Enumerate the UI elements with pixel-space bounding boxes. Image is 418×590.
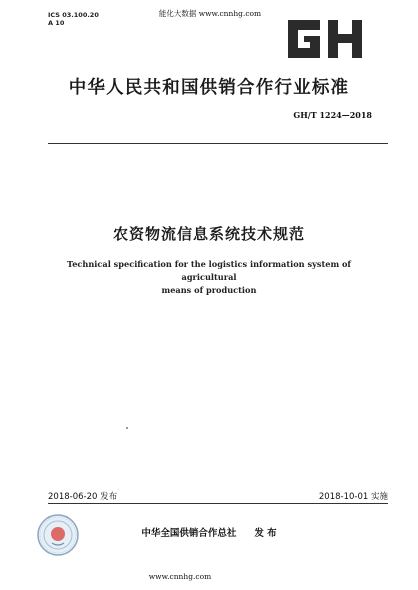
gh-logo — [282, 16, 368, 62]
classification-codes — [48, 11, 99, 27]
implement-date: 2018-10-01 实施 — [318, 492, 388, 502]
speck-mark — [126, 427, 128, 429]
header-divider — [48, 143, 388, 144]
ics-code: ICS 03.100.20 — [48, 11, 99, 19]
issuer-line — [0, 525, 418, 539]
gh-logo-mark — [282, 16, 368, 62]
document-title-en — [52, 258, 366, 297]
issuer-action: 发 布 — [254, 528, 277, 539]
watermark-bottom: www.cnnhg.com — [148, 572, 212, 581]
watermark-top: 能化大数据 www.cnnhg.com — [158, 9, 262, 18]
publish-date: 2018-06-20 发布 — [48, 492, 118, 502]
standard-category-title: 中华人民共和国供销合作行业标准 — [68, 78, 350, 98]
title-en-line-2: means of production — [161, 285, 257, 295]
issuer-name: 中华全国供销合作总社 — [141, 528, 237, 539]
footer-divider — [48, 503, 388, 504]
title-en-line-1: Technical specification for the logistics information system of agricultural — [67, 259, 351, 282]
ccs-code: A 10 — [48, 19, 65, 27]
standard-number: GH/T 1224—2018 — [293, 110, 372, 120]
document-title-cn: 农资物流信息系统技术规范 — [112, 225, 305, 243]
